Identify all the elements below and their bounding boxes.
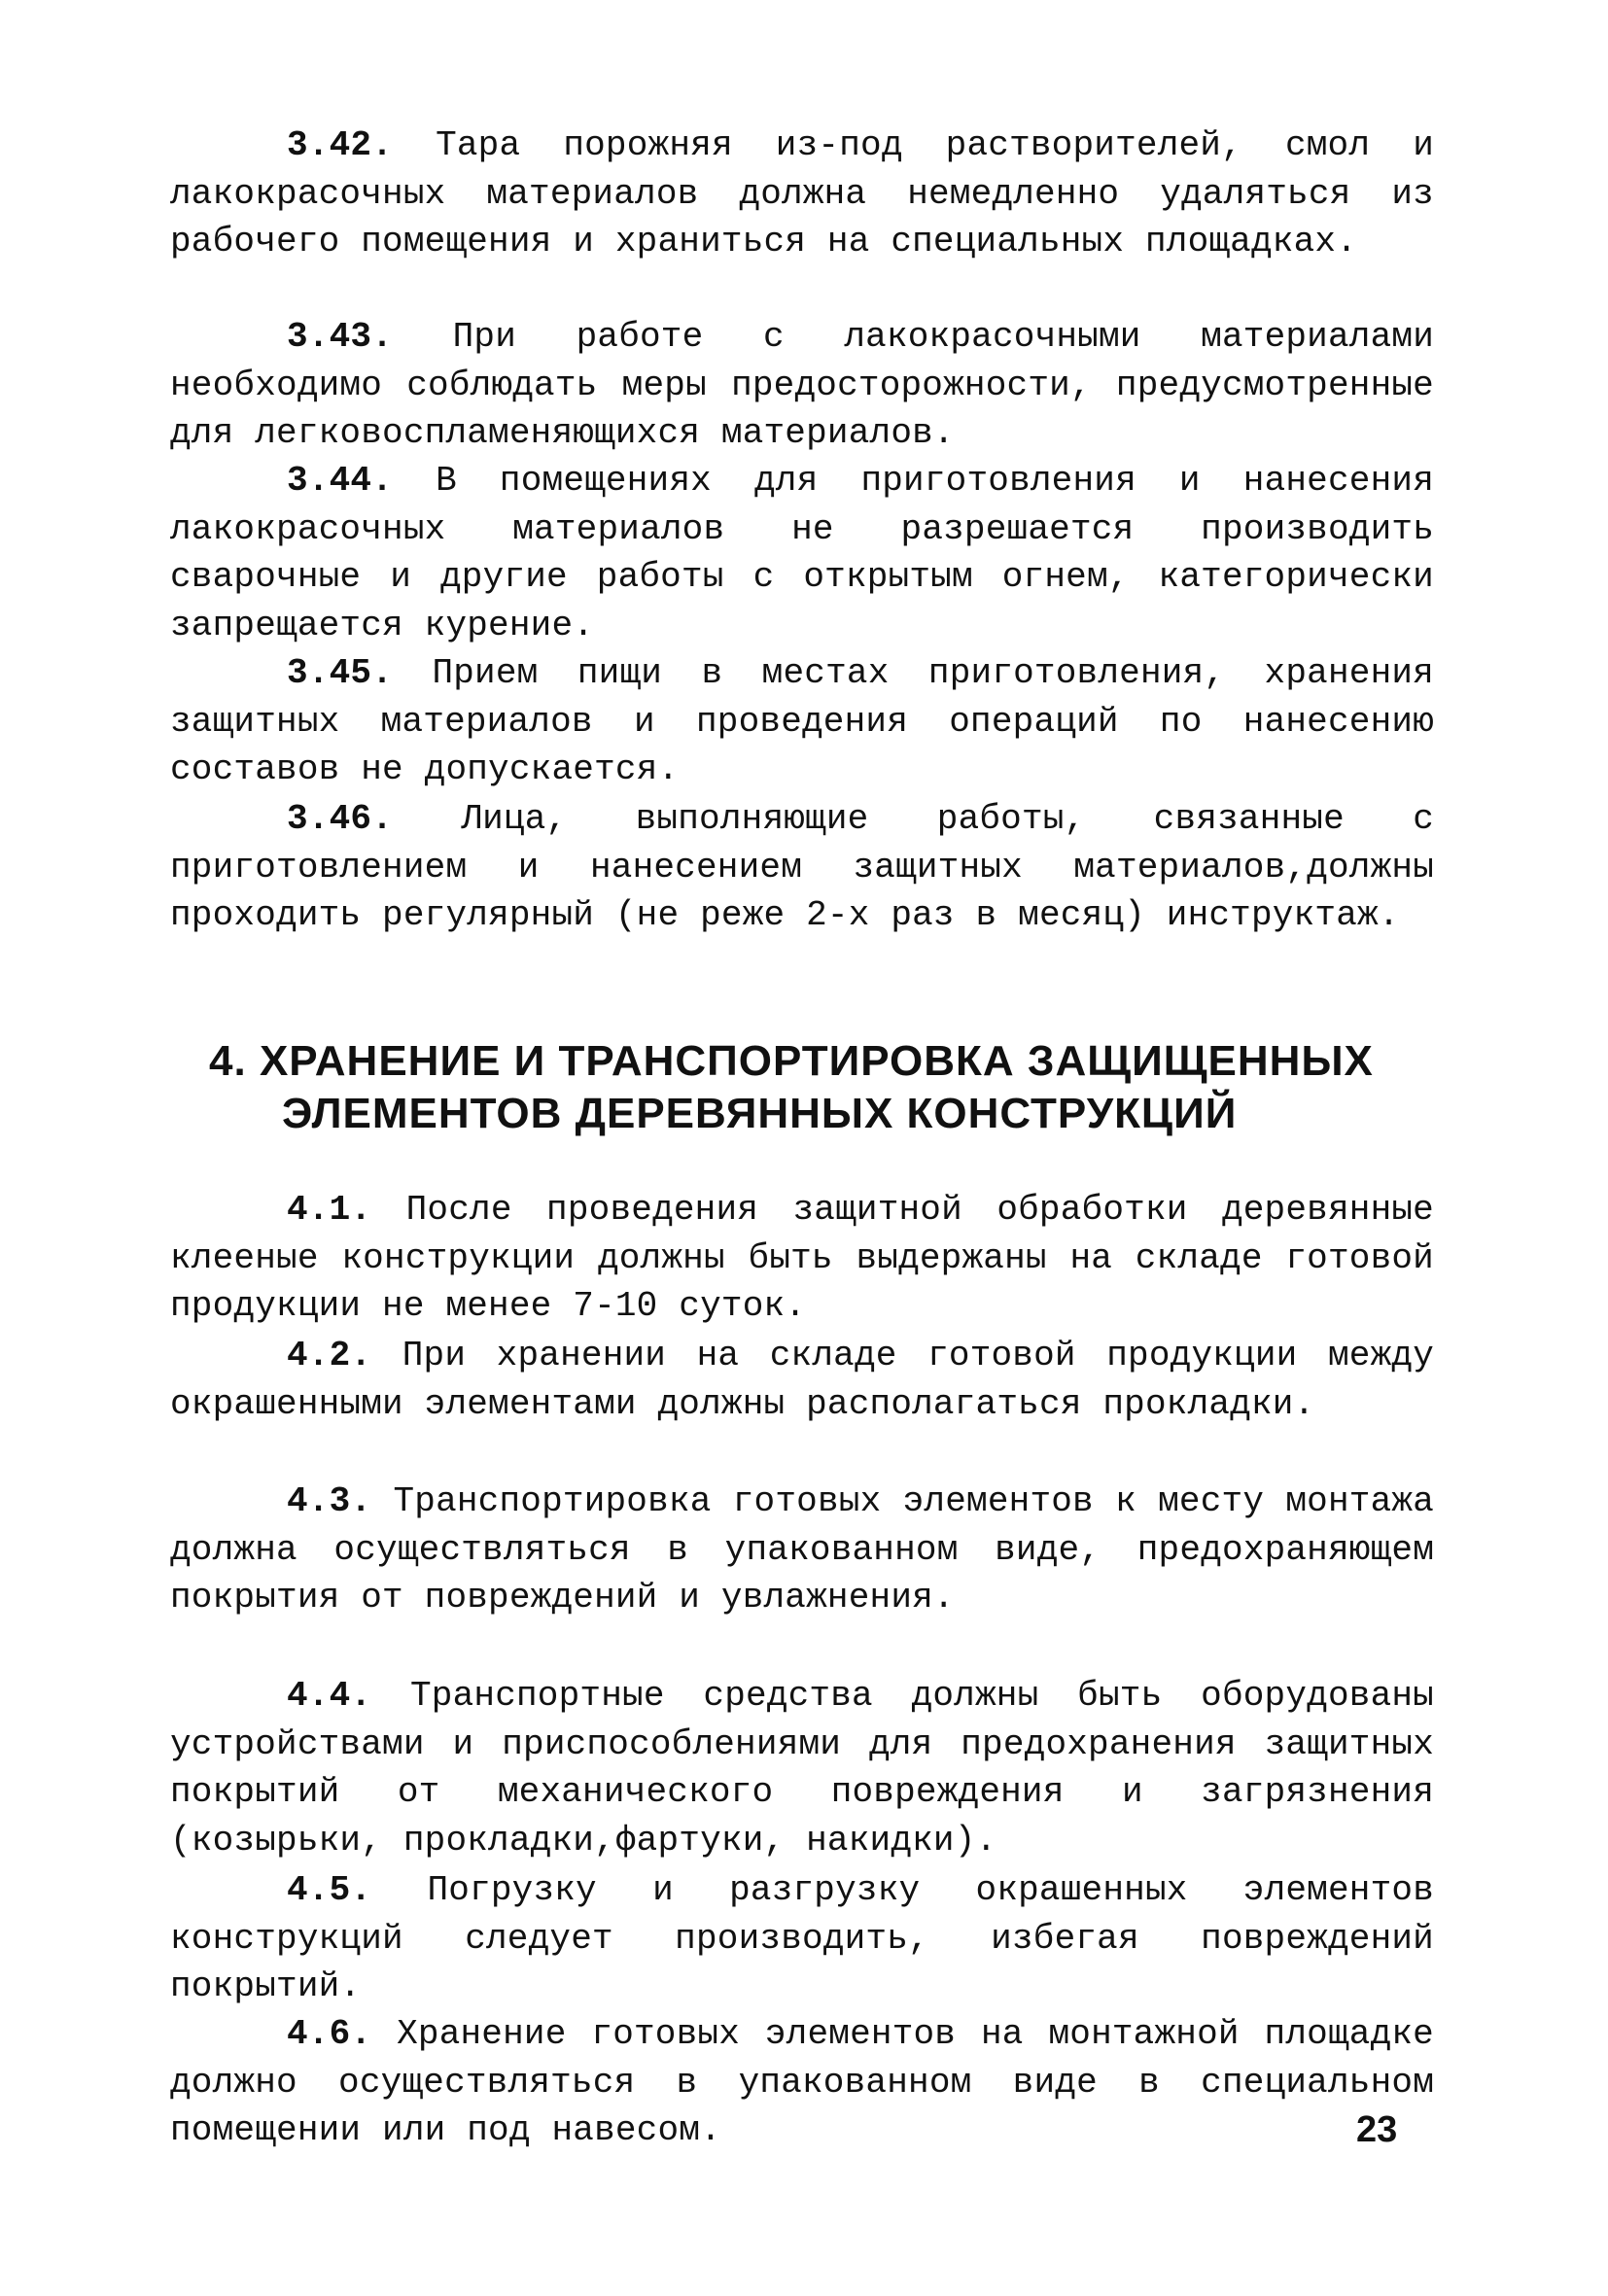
paragraph-text: После проведения защитной обработки деревянные клееные конструкции должны быть выдержаны на складе готовой продукции не менее 7-10 суток. [170, 1190, 1434, 1326]
paragraph-text: При работе с лакокрасочными материалами необходимо соблюдать меры предосторожности, предусмотренные для легковоспламеняющихся материалов. [170, 317, 1434, 453]
paragraph-4-2 [170, 1332, 1434, 1428]
paragraph-3-46 [170, 795, 1434, 940]
paragraph-4-3 [170, 1478, 1434, 1622]
heading-line-1: ХРАНЕНИЕ И ТРАНСПОРТИРОВКА ЗАЩИЩЕННЫХ [259, 1037, 1374, 1085]
paragraph-number: 3.45. [287, 653, 394, 693]
paragraph-text: Транспортные средства должны быть оборудованы устройствами и приспособлениями для предохранения защитных покрытий от механического повреждения и загрязнения (козырьки, прокладки,фартуки, накидки). [170, 1676, 1434, 1861]
section-heading [209, 1035, 1473, 1140]
heading-line-2: ЭЛЕМЕНТОВ ДЕРЕВЯННЫХ КОНСТРУКЦИЙ [282, 1090, 1238, 1137]
paragraph-4-4 [170, 1672, 1434, 1864]
paragraph-text: Погрузку и разгрузку окрашенных элементов конструкций следует производить, избегая повреждений покрытий. [170, 1870, 1434, 2006]
paragraph-4-6 [170, 2010, 1434, 2155]
paragraph-4-1 [170, 1186, 1434, 1331]
paragraph-4-5 [170, 1866, 1434, 2011]
paragraph-text: Хранение готовых элементов на монтажной площадке должно осуществляться в упакованном виде в специальном помещении или под навесом. [170, 2014, 1434, 2150]
paragraph-number: 3.46. [287, 799, 394, 839]
paragraph-number: 4.6. [287, 2014, 372, 2054]
paragraph-3-42 [170, 122, 1434, 266]
paragraph-text: В помещениях для приготовления и нанесения лакокрасочных материалов не разрешается производить сварочные и другие работы с открытым огнем, категорически запрещается курение. [170, 461, 1434, 645]
paragraph-text: Тара порожняя из-под растворителей, смол и лакокрасочных материалов должна немедленно удаляться из рабочего помещения и храниться на специальных площадках. [170, 125, 1434, 261]
paragraph-text: При хранении на складе готовой продукции между окрашенными элементами должны располагаться прокладки. [170, 1336, 1434, 1424]
paragraph-3-45 [170, 649, 1434, 794]
paragraph-number: 4.3. [287, 1481, 372, 1521]
paragraph-text: Транспортировка готовых элементов к месту монтажа должна осуществляться в упакованном виде, предохраняющем покрытия от повреждений и увлажнения. [170, 1481, 1435, 1618]
paragraph-3-43 [170, 313, 1434, 458]
paragraph-text: Прием пищи в местах приготовления, хранения защитных материалов и проведения операций по нанесению составов не допускается. [170, 653, 1434, 789]
paragraph-text: Лица, выполняющие работы, связанные с приготовлением и нанесением защитных материалов,должны проходить регулярный (не реже 2-х раз в месяц) инструктаж. [170, 799, 1434, 935]
paragraph-number: 3.44. [287, 461, 394, 501]
page-number: 23 [1356, 2109, 1398, 2150]
paragraph-number: 3.43. [287, 317, 394, 357]
paragraph-number: 4.5. [287, 1870, 372, 1910]
paragraph-number: 3.42. [287, 125, 394, 165]
paragraph-3-44 [170, 457, 1434, 649]
paragraph-number: 4.1. [287, 1190, 372, 1230]
paragraph-number: 4.2. [287, 1336, 372, 1375]
paragraph-number: 4.4. [287, 1676, 372, 1716]
heading-number: 4. [209, 1037, 247, 1085]
